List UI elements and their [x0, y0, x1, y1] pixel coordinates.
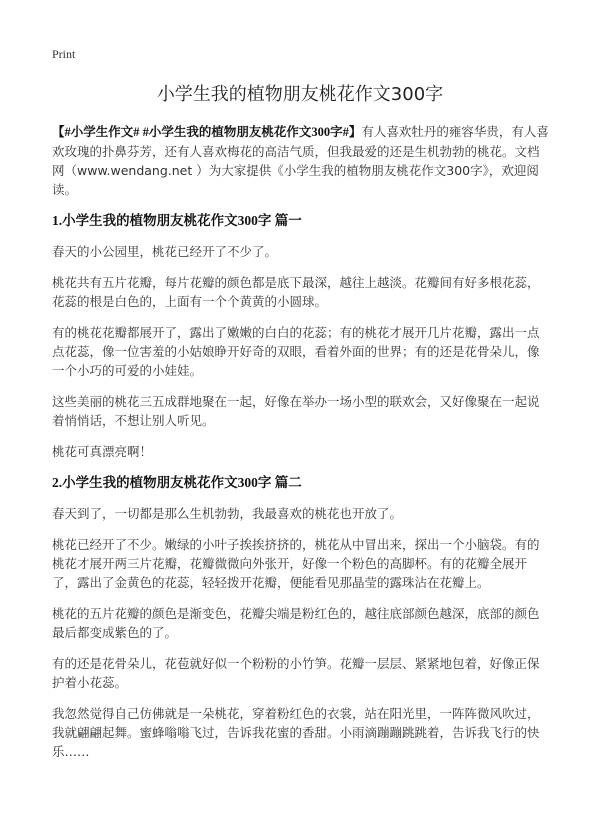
article-body	[52, 122, 550, 773]
paragraph: 我忽然觉得自己仿佛就是一朵桃花，穿着粉红色的衣裳，站在阳光里，一阵阵微风吹过，我就翩翩起舞。蜜蜂嗡嗡飞过，告诉我花蜜的香甜。小雨滴蹦蹦跳跳着，告诉我飞行的快乐……	[52, 706, 540, 759]
intro-paragraph	[52, 122, 550, 199]
paragraph: 有的还是花骨朵儿，花苞就好似一个粉粉的小竹笋。花瓣一层层、紧紧地包着，好像正保护着小花蕊。	[52, 656, 540, 690]
paragraph: 春天到了，一切都是那么生机勃勃，我最喜欢的桃花也开放了。	[52, 506, 403, 521]
section-heading-1: 1.小学生我的植物朋友桃花作文300字 篇一	[52, 213, 302, 228]
paragraph: 春天的小公园里，桃花已经开了不少了。	[52, 244, 278, 259]
paragraph: 桃花已经开了不少。嫩绿的小叶子挨挨挤挤的，桃花从中冒出来，探出一个小脑袋。有的桃花才展开两三片花瓣，花瓣微微向外张开，好像一个粉色的高脚杯。有的花瓣全展开了，露出了金黄色的花蕊，轻轻拨开花瓣，便能看见那晶莹的露珠沾在花瓣上。	[52, 537, 540, 590]
paragraph: 桃花共有五片花瓣，每片花瓣的颜色都是底下最深，越往上越淡。花瓣间有好多根花蕊，花蕊的根是白色的，上面有一个个黄黄的小圆球。	[52, 275, 540, 309]
paragraph: 桃花的五片花瓣的颜色是渐变色，花瓣尖端是粉红色的，越往底部颜色越深，底部的颜色最后都变成紫色的了。	[52, 606, 540, 640]
intro-tags: 【#小学生作文# #小学生我的植物朋友桃花作文300字#】	[52, 125, 362, 139]
section-heading-2: 2.小学生我的植物朋友桃花作文300字 篇二	[52, 475, 302, 490]
paragraph: 这些美丽的桃花三五成群地聚在一起，好像在举办一场小型的联欢会，又好像聚在一起说着悄悄话，不想让别人听见。	[52, 394, 540, 428]
print-label[interactable]: Print	[52, 47, 76, 61]
paragraph: 桃花可真漂亮啊！	[52, 444, 153, 459]
paragraph: 有的桃花花瓣都展开了，露出了嫩嫩的白白的花蕊；有的桃花才展开几片花瓣，露出一点点花蕊，像一位害羞的小姑娘睁开好奇的双眼，看着外面的世界；有的还是花骨朵儿，像一个小巧的可爱的小娃娃。	[52, 325, 540, 378]
page-title: 小学生我的植物朋友桃花作文300字	[156, 84, 444, 105]
intro-text: 有人喜欢牡丹的雍容华贵，有人喜欢玫瑰的扑鼻芬芳，还有人喜欢梅花的高洁气质，但我最爱的还是生机勃勃的桃花。文档网（www.wendang.net ）为大家提供《小学生我的植物朋友桃花作文300字》，欢迎阅读。	[52, 124, 549, 197]
